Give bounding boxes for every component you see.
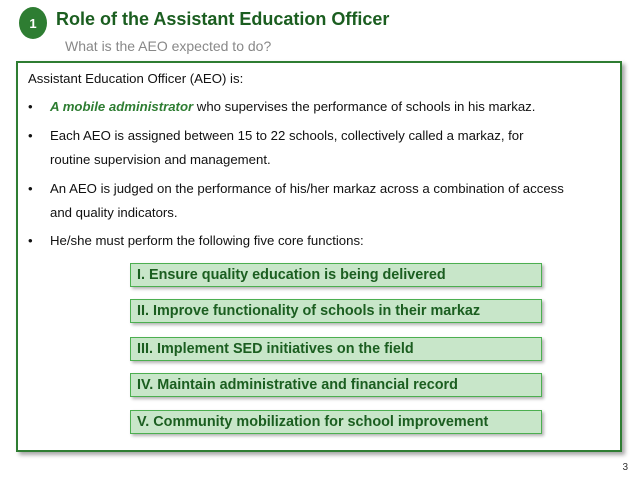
bullet-item xyxy=(28,95,535,119)
bullet-text-continued: routine supervision and management. xyxy=(50,152,271,167)
function-box-1: I. Ensure quality education is being delivered xyxy=(130,263,542,287)
slide-subtitle: What is the AEO expected to do? xyxy=(65,38,272,54)
bullet-item xyxy=(28,229,364,253)
bullet-text: Each AEO is assigned between 15 to 22 schools, collectively called a markaz, for xyxy=(50,128,524,143)
bullet-emphasis: A mobile administrator xyxy=(50,99,194,114)
bullet-dot: • xyxy=(28,181,33,196)
page-number: 3 xyxy=(622,462,628,473)
bullet-text: who supervises the performance of schools in his markaz. xyxy=(193,99,536,114)
bullet-text-continued: and quality indicators. xyxy=(50,205,178,220)
function-box-4: IV. Maintain administrative and financial record xyxy=(130,373,542,397)
bullet-dot: • xyxy=(28,233,33,248)
bullet-dot: • xyxy=(28,128,33,143)
bullet-item xyxy=(28,177,564,225)
function-box-3: III. Implement SED initiatives on the field xyxy=(130,337,542,361)
bullet-dot: • xyxy=(28,99,33,114)
slide-number-badge: 1 xyxy=(19,7,47,39)
function-box-5: V. Community mobilization for school improvement xyxy=(130,410,542,434)
function-box-2: II. Improve functionality of schools in their markaz xyxy=(130,299,542,323)
intro-text: Assistant Education Officer (AEO) is: xyxy=(28,71,244,86)
bullet-text: He/she must perform the following five core functions: xyxy=(50,233,364,248)
bullet-text: An AEO is judged on the performance of his/her markaz across a combination of access xyxy=(50,181,564,196)
slide-title: Role of the Assistant Education Officer xyxy=(56,9,390,29)
content-panel xyxy=(16,61,622,452)
bullet-item xyxy=(28,124,524,172)
